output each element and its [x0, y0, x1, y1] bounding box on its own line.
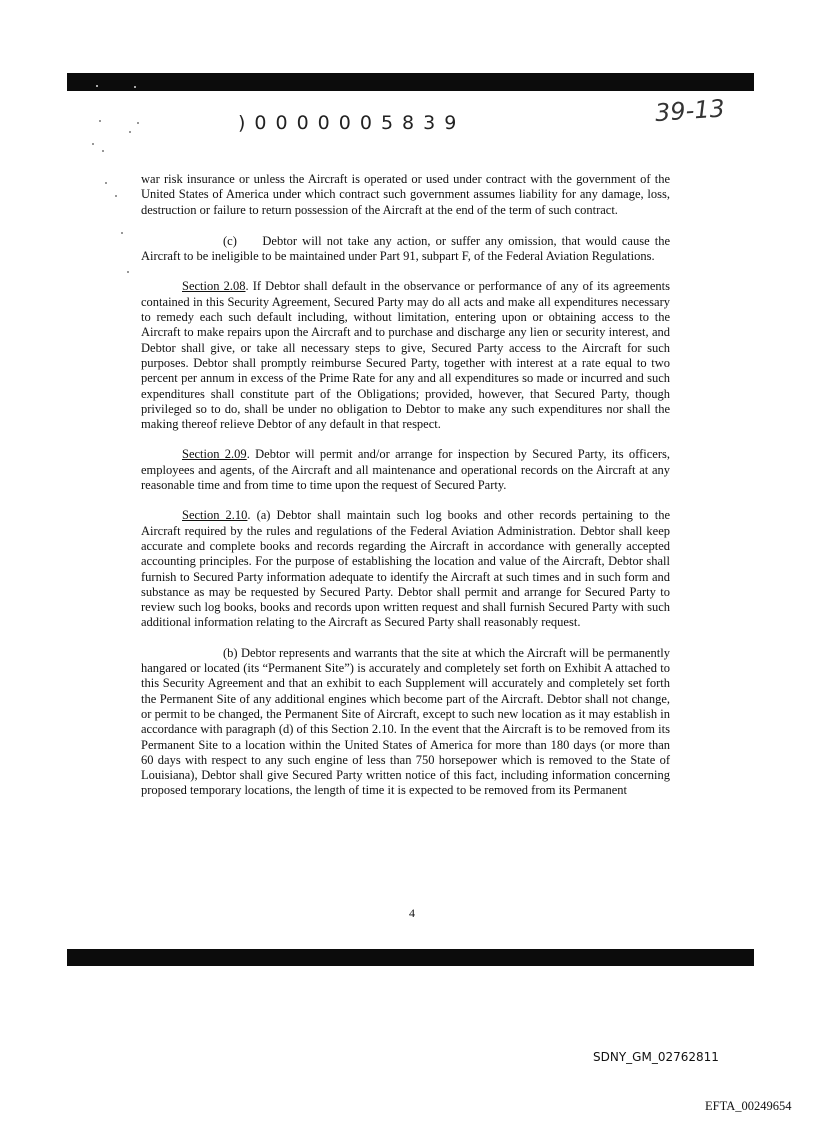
section-2-08-heading: Section 2.08	[182, 279, 246, 294]
top-scan-border	[67, 73, 754, 91]
section-2-10-text: . (a) Debtor shall maintain such log books and other records pertaining to the Aircraft required by the rules and regulations of the Federal Aviation Administration. Debtor shall keep accurate and complete books and records regarding the Aircraft in accordance with generally accepted accounting principles. For the purpose of establishing the location and value of the Aircraft, Debtor shall furnish to Secured Party information adequate to identify the Aircraft at such times and in such form and substance as may be requested by Secured Party. Debtor shall permit and arrange for Secured Party to review such log books, books and records upon written request and shall furnish Secured Party with such additional information relating to the Aircraft as Secured Party shall reasonably request.	[141, 508, 670, 630]
scan-speck	[137, 122, 139, 124]
handwritten-annotation: 39-13	[654, 94, 726, 128]
efta-number: EFTA_00249654	[705, 1099, 792, 1113]
section-2-10-heading: Section 2.10	[182, 508, 248, 523]
scan-speck	[115, 195, 117, 197]
page-number: 4	[409, 906, 415, 920]
section-2-08-paragraph	[141, 279, 670, 432]
scan-speck	[102, 150, 104, 152]
bates-number: SDNY_GM_02762811	[593, 1050, 719, 1064]
scan-speck	[121, 232, 123, 234]
paragraph-b-permanent-site: (b) Debtor represents and warrants that the site at which the Aircraft will be permanently hangared or located (its “Permanent Site”) is accurately and completely set forth on Exhibit A attached to this Security Agreement and that an exhibit to each Supplement will accurately and completely set forth the Permanent Site of any additional engines which become part of the Aircraft. Debtor shall not change, or permit to be changed, the Permanent Site of Aircraft, except to such new location as it may establish in accordance with paragraph (d) of this Section 2.10. In the event that the Aircraft is to be removed from its Permanent Site to a location within the United States of America for more than 180 days (or more than 60 days with respect to any such engine of less than 750 horsepower which is removed to the State of Louisiana), Debtor shall give Secured Party written notice of this fact, including information concerning proposed temporary locations, the length of time it is expected to be removed from its Permanent	[141, 645, 670, 798]
section-2-08-text: . If Debtor shall default in the observance or performance of any of its agreements contained in this Security Agreement, Secured Party may do all acts and make all expenditures necessary to remedy each such default including, without limitation, entering upon or obtaining access to the Aircraft to make repairs upon the Aircraft and to purchase and discharge any lien or security interest, and Debtor shall give, or take all necessary steps to give, Secured Party access to the Aircraft for such purposes. Debtor shall promptly reimburse Secured Party, together with interest at a rate equal to two percent per annum in excess of the Prime Rate for any and all expenditures so made or incurred and such expenditures shall constitute part of the Obligations; provided, however, that Secured Party, though privileged so to do, shall be under no obligation to Debtor to make any such expenditures nor shall the making thereof relieve Debtor of any default in that respect.	[141, 279, 670, 432]
scan-speck	[129, 131, 131, 133]
section-2-10-paragraph	[141, 508, 670, 630]
scan-speck	[127, 271, 129, 273]
scan-speck	[99, 120, 101, 122]
scan-speck	[92, 143, 94, 145]
paragraph-c-part-91: (c) Debtor will not take any action, or suffer any omission, that would cause the Aircraft to be ineligible to be maintained under Part 91, subpart F, of the Federal Aviation Regulations.	[141, 233, 670, 264]
paragraph-war-risk-continuation: war risk insurance or unless the Aircraft is operated or used under contract with the government of the United States of America under which contract such government assumes liability for any damage, loss, destruction or failure to return possession of the Aircraft at the end of the term of such contract.	[141, 172, 670, 217]
scan-speck	[105, 182, 107, 184]
section-2-09-paragraph	[141, 447, 670, 493]
scan-speck	[96, 85, 98, 87]
bottom-scan-border	[67, 949, 754, 966]
document-control-number: )0000005839	[238, 112, 466, 134]
section-2-09-text: . Debtor will permit and/or arrange for inspection by Secured Party, its officers, employees and agents, of the Aircraft and all maintenance and operational records on the Aircraft at any reasonable time and from time to time upon the request of Secured Party.	[141, 447, 671, 493]
section-2-09-heading: Section 2.09	[182, 447, 247, 462]
scan-speck	[134, 86, 136, 88]
document-body	[141, 172, 670, 814]
